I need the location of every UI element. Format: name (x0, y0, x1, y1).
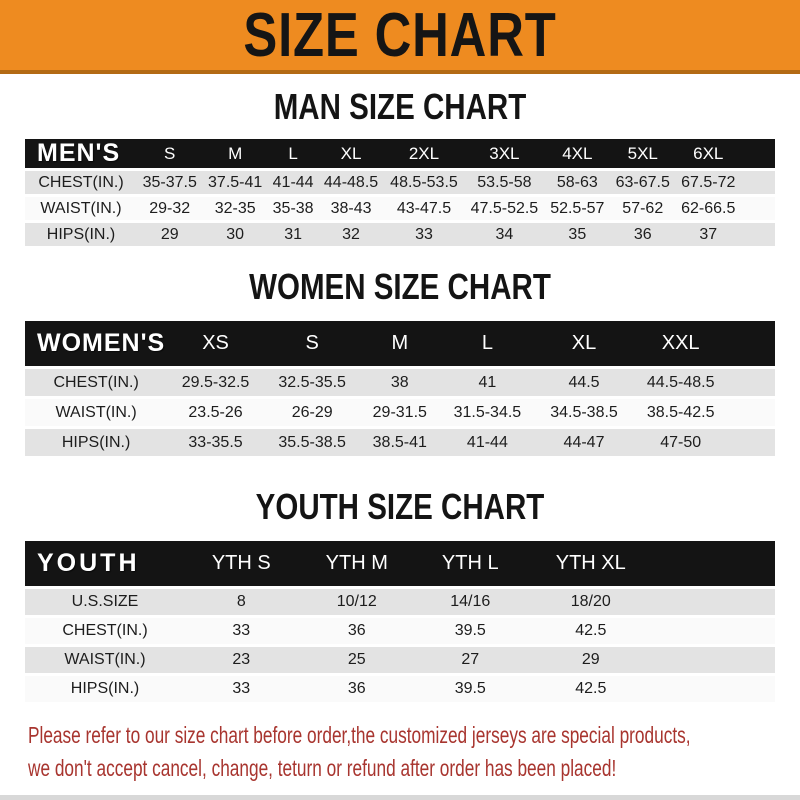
size-column-header: YTH L (416, 541, 525, 586)
bottom-strip (0, 795, 800, 800)
size-value-cell: 31 (268, 223, 318, 246)
size-value-cell: 62-66.5 (675, 197, 741, 220)
spacer-cell (741, 171, 775, 194)
size-column-header: S (137, 139, 202, 168)
spacer-cell (657, 676, 775, 702)
size-value-cell: 47-50 (632, 429, 729, 456)
size-value-cell: 39.5 (416, 676, 525, 702)
size-value-cell: 8 (185, 589, 298, 615)
size-value-cell: 38.5-42.5 (632, 399, 729, 426)
row-label: HIPS(IN.) (25, 676, 185, 702)
size-value-cell: 43-47.5 (384, 197, 464, 220)
size-column-header: XL (318, 139, 383, 168)
size-value-cell: 58-63 (545, 171, 610, 194)
size-column-header: L (439, 321, 536, 366)
size-value-cell: 36 (610, 223, 675, 246)
size-value-cell: 29 (137, 223, 202, 246)
size-column-header: XL (536, 321, 633, 366)
size-value-cell: 57-62 (610, 197, 675, 220)
size-value-cell: 41-44 (268, 171, 318, 194)
spacer-cell (657, 618, 775, 644)
size-table-row (25, 647, 775, 673)
table-title-cell: YOUTH (25, 541, 185, 586)
row-label: CHEST(IN.) (25, 171, 137, 194)
size-table-header-row (25, 541, 775, 586)
spacer-cell (729, 399, 775, 426)
size-value-cell: 35-37.5 (137, 171, 202, 194)
row-label: WAIST(IN.) (25, 399, 167, 426)
youth-size-chart-heading: YOUTH SIZE CHART (255, 486, 545, 527)
size-value-cell: 35.5-38.5 (264, 429, 361, 456)
size-value-cell: 32-35 (202, 197, 267, 220)
size-chart-banner (0, 0, 800, 74)
youth-size-table (25, 538, 775, 705)
size-table-row (25, 589, 775, 615)
notice-line-2: we don't accept cancel, change, teturn or refund after order has been placed! (28, 755, 617, 781)
spacer-cell (729, 321, 775, 366)
size-value-cell: 39.5 (416, 618, 525, 644)
man-size-chart-heading: MAN SIZE CHART (273, 86, 527, 127)
size-value-cell: 10/12 (298, 589, 416, 615)
size-column-header: YTH S (185, 541, 298, 586)
size-value-cell: 33 (185, 676, 298, 702)
row-label: HIPS(IN.) (25, 429, 167, 456)
size-column-header: 2XL (384, 139, 464, 168)
size-value-cell: 63-67.5 (610, 171, 675, 194)
size-value-cell: 23.5-26 (167, 399, 264, 426)
spacer-cell (741, 223, 775, 246)
size-column-header: 3XL (464, 139, 544, 168)
size-value-cell: 35 (545, 223, 610, 246)
spacer-cell (657, 647, 775, 673)
size-value-cell: 30 (202, 223, 267, 246)
size-column-header: XS (167, 321, 264, 366)
size-column-header: M (360, 321, 439, 366)
size-value-cell: 33 (185, 618, 298, 644)
size-value-cell: 29-31.5 (360, 399, 439, 426)
size-table-row (25, 399, 775, 426)
men-size-section (0, 87, 800, 249)
size-value-cell: 18/20 (525, 589, 657, 615)
row-label: CHEST(IN.) (25, 369, 167, 396)
size-value-cell: 37.5-41 (202, 171, 267, 194)
row-label: CHEST(IN.) (25, 618, 185, 644)
size-value-cell: 44.5 (536, 369, 633, 396)
size-value-cell: 31.5-34.5 (439, 399, 536, 426)
size-value-cell: 33 (384, 223, 464, 246)
size-value-cell: 34.5-38.5 (536, 399, 633, 426)
size-column-header: 6XL (675, 139, 741, 168)
size-value-cell: 38 (360, 369, 439, 396)
size-value-cell: 48.5-53.5 (384, 171, 464, 194)
table-title-cell: MEN'S (25, 139, 137, 168)
row-label: U.S.SIZE (25, 589, 185, 615)
size-value-cell: 32 (318, 223, 383, 246)
size-value-cell: 52.5-57 (545, 197, 610, 220)
size-table-row (25, 223, 775, 246)
women-size-chart-heading: WOMEN SIZE CHART (249, 266, 551, 307)
size-value-cell: 42.5 (525, 618, 657, 644)
size-value-cell: 44-48.5 (318, 171, 383, 194)
size-table-header-row (25, 321, 775, 366)
size-chart-title: SIZE CHART (243, 0, 557, 70)
size-value-cell: 29 (525, 647, 657, 673)
row-label: HIPS(IN.) (25, 223, 137, 246)
row-label: WAIST(IN.) (25, 197, 137, 220)
size-value-cell: 25 (298, 647, 416, 673)
size-value-cell: 36 (298, 618, 416, 644)
size-value-cell: 41-44 (439, 429, 536, 456)
order-notice (28, 719, 800, 785)
size-column-header: 5XL (610, 139, 675, 168)
size-value-cell: 38.5-41 (360, 429, 439, 456)
size-column-header: XXL (632, 321, 729, 366)
spacer-cell (729, 429, 775, 456)
men-size-table (25, 136, 775, 249)
size-value-cell: 36 (298, 676, 416, 702)
size-value-cell: 29.5-32.5 (167, 369, 264, 396)
spacer-cell (741, 139, 775, 168)
size-value-cell: 32.5-35.5 (264, 369, 361, 396)
size-value-cell: 41 (439, 369, 536, 396)
size-value-cell: 37 (675, 223, 741, 246)
notice-line-1: Please refer to our size chart before order,the customized jerseys are special products, (28, 722, 691, 748)
size-column-header: YTH XL (525, 541, 657, 586)
size-value-cell: 26-29 (264, 399, 361, 426)
size-column-header: L (268, 139, 318, 168)
size-value-cell: 35-38 (268, 197, 318, 220)
size-value-cell: 44-47 (536, 429, 633, 456)
women-size-table (25, 318, 775, 459)
size-value-cell: 14/16 (416, 589, 525, 615)
size-column-header: 4XL (545, 139, 610, 168)
spacer-cell (741, 197, 775, 220)
size-table-row (25, 369, 775, 396)
spacer-cell (657, 589, 775, 615)
size-value-cell: 38-43 (318, 197, 383, 220)
size-value-cell: 67.5-72 (675, 171, 741, 194)
size-value-cell: 34 (464, 223, 544, 246)
size-value-cell: 53.5-58 (464, 171, 544, 194)
size-table-row (25, 197, 775, 220)
size-table-row (25, 676, 775, 702)
size-table-row (25, 171, 775, 194)
row-label: WAIST(IN.) (25, 647, 185, 673)
size-table-header-row (25, 139, 775, 168)
size-table-row (25, 618, 775, 644)
size-value-cell: 47.5-52.5 (464, 197, 544, 220)
size-column-header: YTH M (298, 541, 416, 586)
size-column-header: M (202, 139, 267, 168)
size-table-row (25, 429, 775, 456)
size-value-cell: 27 (416, 647, 525, 673)
size-value-cell: 44.5-48.5 (632, 369, 729, 396)
youth-size-section (0, 487, 800, 705)
size-value-cell: 33-35.5 (167, 429, 264, 456)
spacer-cell (729, 369, 775, 396)
women-size-section (0, 267, 800, 459)
size-column-header: S (264, 321, 361, 366)
size-value-cell: 42.5 (525, 676, 657, 702)
size-value-cell: 29-32 (137, 197, 202, 220)
spacer-cell (657, 541, 775, 586)
size-value-cell: 23 (185, 647, 298, 673)
table-title-cell: WOMEN'S (25, 321, 167, 366)
